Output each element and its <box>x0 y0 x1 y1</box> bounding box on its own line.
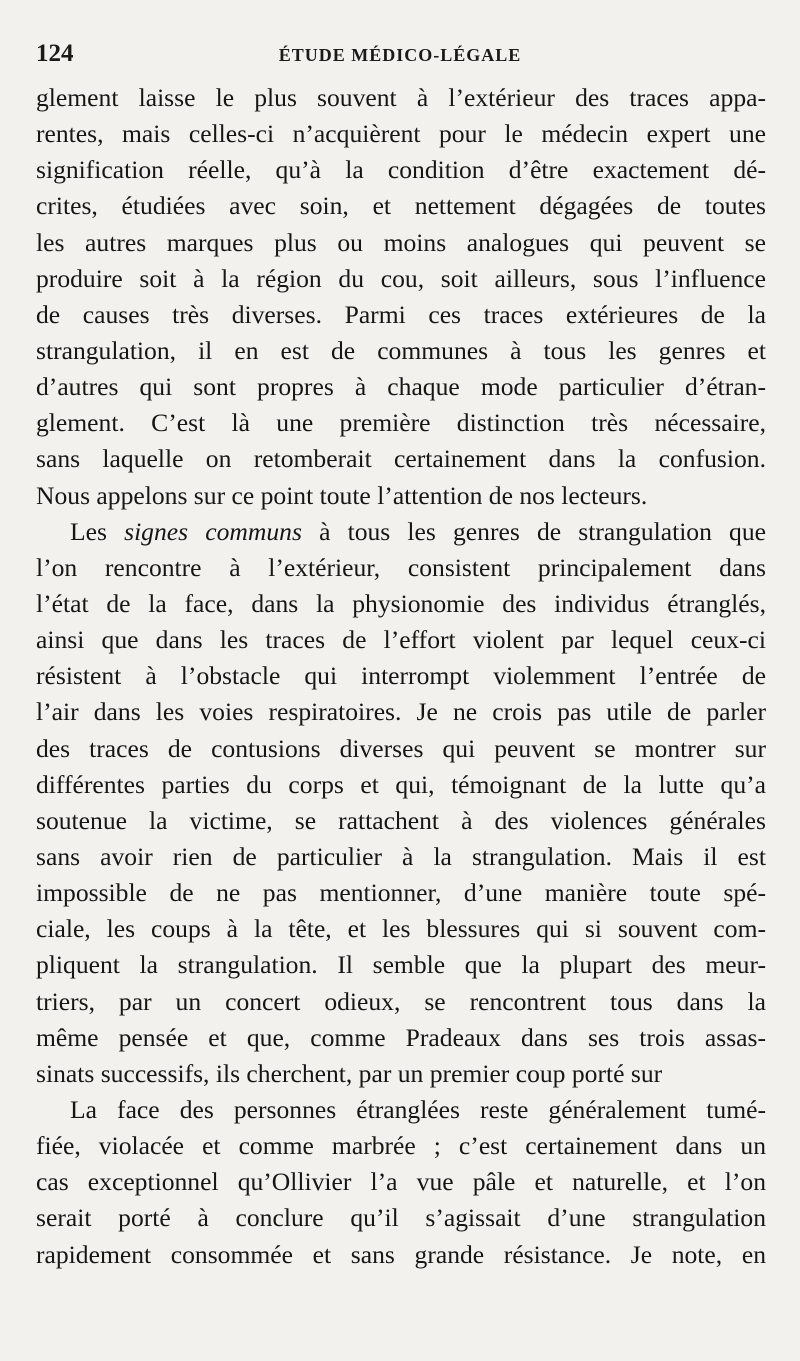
text-line: triers, par un concert odieux, se rencontrent tous dans la <box>36 986 766 1016</box>
text-line: glement laisse le plus souvent à l’extérieur des traces appa- <box>36 83 766 112</box>
text-line: La face des personnes étranglées reste généralement tumé- <box>70 1094 766 1124</box>
text-line: ainsi que dans les traces de l’effort violent par lequel ceux-ci <box>36 625 766 655</box>
text-line: ciale, les coups à la tête, et les blessures qui si souvent com- <box>36 914 766 944</box>
text-line: soutenue la victime, se rattachent à des violences générales <box>36 805 766 835</box>
text-line: glement. C’est là une première distinction très nécessaire, <box>36 408 766 438</box>
text-line: d’autres qui sont propres à chaque mode particulier d’étran- <box>36 372 766 402</box>
text-line: rapidement consommée et sans grande résistance. Je note, en <box>36 1239 766 1269</box>
text-line: Nous appelons sur ce point toute l’attention de nos lecteurs. <box>36 480 648 510</box>
text-line: signification réelle, qu’à la condition d’être exactement dé- <box>36 155 766 185</box>
running-head: ÉTUDE MÉDICO-LÉGALE <box>278 45 522 65</box>
text-line: sinats successifs, ils cherchent, par un premier coup porté sur <box>36 1058 663 1088</box>
italic-term: signes communs <box>124 516 302 546</box>
text-line: crites, étudiées avec soin, et nettement dégagées de toutes <box>36 191 766 221</box>
text-line: même pensée et que, comme Pradeaux dans ses trois assas- <box>36 1022 766 1052</box>
text-line: cas exceptionnel qu’Ollivier l’a vue pâle et naturelle, et l’on <box>36 1167 766 1197</box>
paragraph <box>36 1092 766 1273</box>
text-line: fiée, violacée et comme marbrée ; c’est certainement dans un <box>36 1131 766 1161</box>
text-line: l’on rencontre à l’extérieur, consistent principalement dans <box>36 552 766 582</box>
text-line: l’air dans les voies respiratoires. Je ne crois pas utile de parler <box>36 697 766 727</box>
body-text <box>36 80 766 1273</box>
text-line: rentes, mais celles-ci n’acquièrent pour le médecin expert une <box>36 119 766 149</box>
text-line <box>36 514 766 550</box>
text-line: sans avoir rien de particulier à la strangulation. Mais il est <box>36 841 766 871</box>
paragraph <box>36 80 766 514</box>
text-line: impossible de ne pas mentionner, d’une manière toute spé- <box>36 878 766 908</box>
text-line: pliquent la strangulation. Il semble que la plupart des meur- <box>36 950 766 980</box>
paragraph <box>36 514 766 1092</box>
text-line: les autres marques plus ou moins analogues qui peuvent se <box>36 227 766 257</box>
text-line: résistent à l’obstacle qui interrompt violemment l’entrée de <box>36 661 766 691</box>
text-run: Les <box>70 516 125 546</box>
text-line: différentes parties du corps et qui, témoignant de la lutte qu’a <box>36 769 766 799</box>
text-line: de causes très diverses. Parmi ces traces extérieures de la <box>36 299 766 329</box>
text-line: des traces de contusions diverses qui peuvent se montrer sur <box>36 733 766 763</box>
text-line: produire soit à la région du cou, soit ailleurs, sous l’influence <box>36 263 766 293</box>
text-line: strangulation, il en est de communes à tous les genres et <box>36 335 766 365</box>
text-line: l’état de la face, dans la physionomie des individus étranglés, <box>36 588 766 618</box>
text-run: à tous les genres de strangulation que <box>301 516 767 546</box>
text-line: sans laquelle on retomberait certainement dans la confusion. <box>36 444 766 474</box>
page-header <box>36 40 764 74</box>
text-line: serait porté à conclure qu’il s’agissait d’une strangulation <box>36 1203 766 1233</box>
page-number: 124 <box>36 40 74 67</box>
